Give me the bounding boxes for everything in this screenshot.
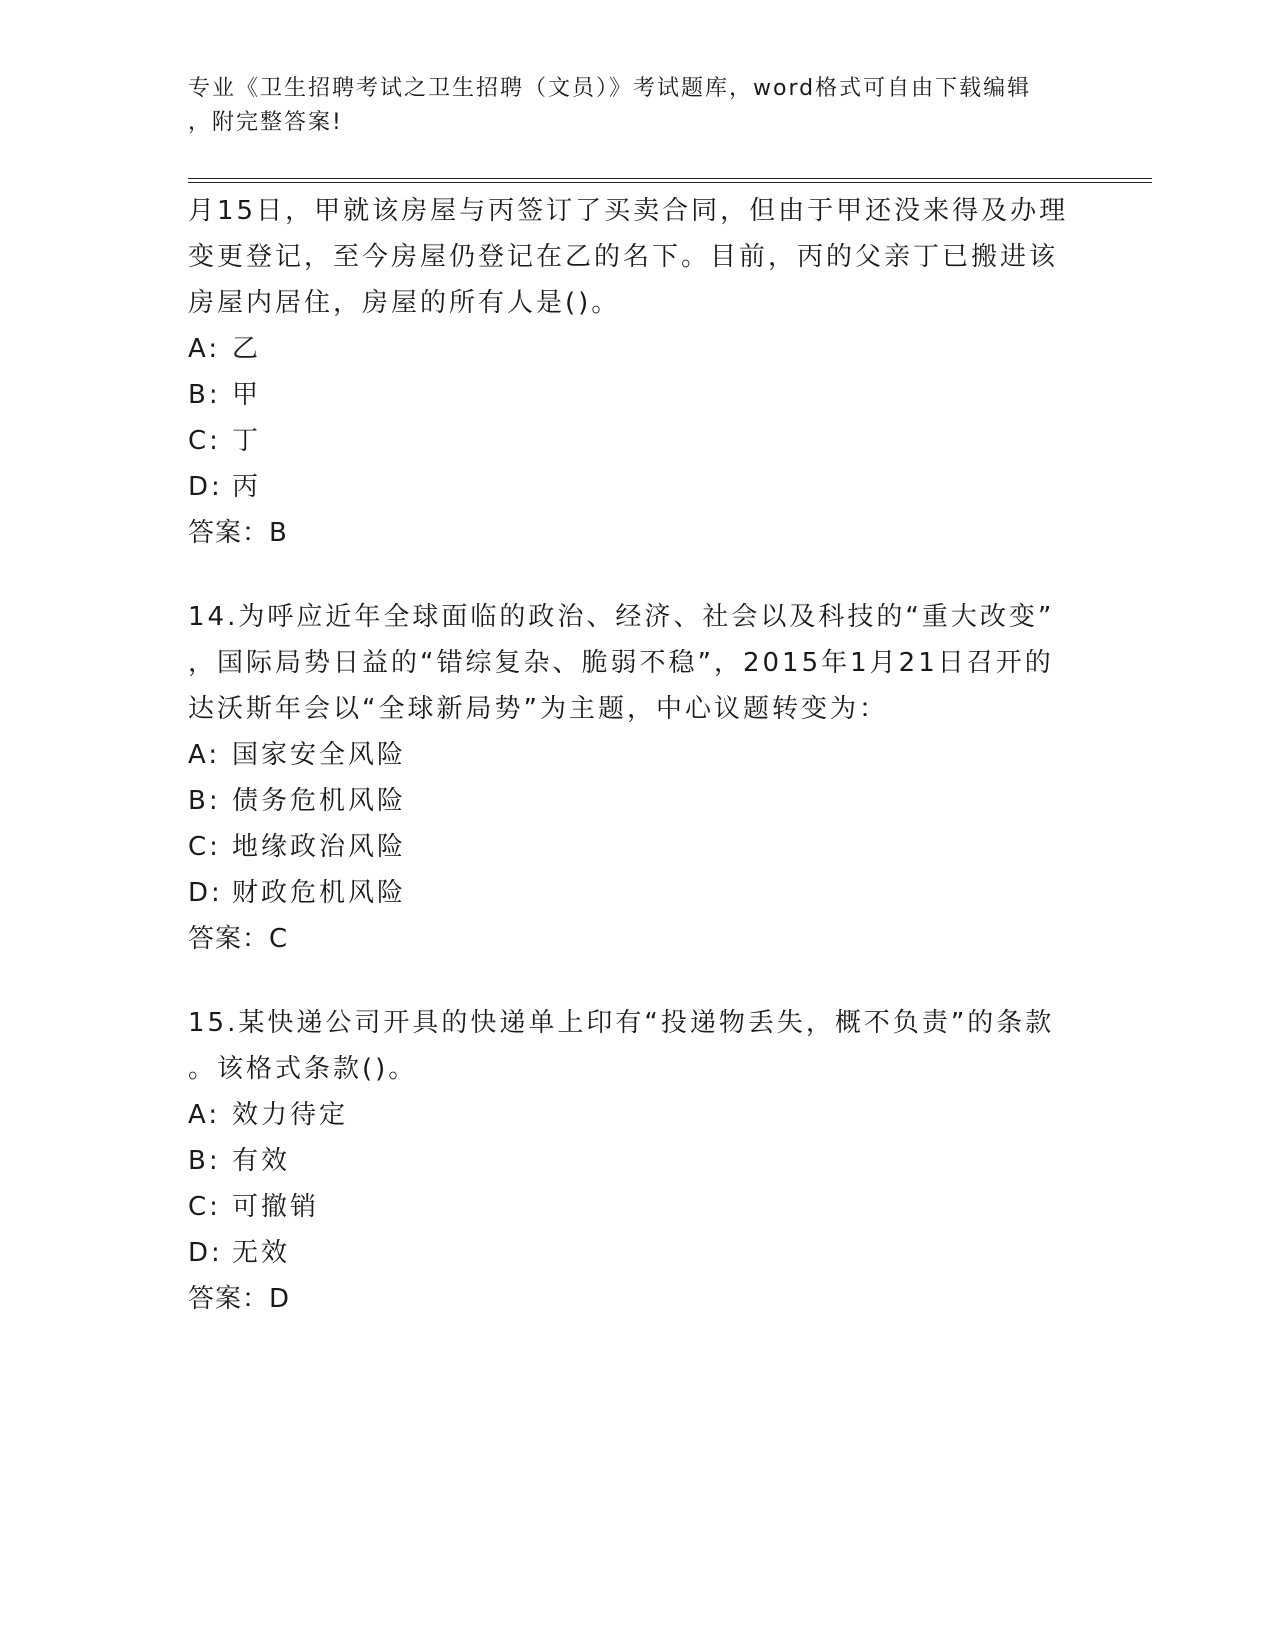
option-key: D: [188,1238,223,1268]
option-text: 有效 [232,1146,291,1176]
option-text: 债务危机风险 [232,786,407,816]
option-c [188,1184,1108,1230]
option-text: 效力待定 [232,1100,349,1130]
option-key: C: [188,1192,221,1222]
option-a [188,326,1108,372]
option-b [188,778,1108,824]
question-text-line: 14.为呼应近年全球面临的政治、经济、社会以及科技的“重大改变” [188,602,1055,632]
question-14 [188,594,1108,962]
option-a [188,732,1108,778]
question-text-line: ，国际局势日益的“错综复杂、脆弱不稳”，2015年1月21日召开的 [188,648,1054,678]
option-text: 国家安全风险 [232,740,407,770]
question-text-line: 。该格式条款()。 [188,1054,418,1084]
option-text: 乙 [232,334,262,364]
option-d [188,1230,1108,1276]
question-13 [188,188,1108,556]
question-15 [188,1000,1108,1322]
option-d [188,870,1108,916]
option-text: 丙 [232,472,262,502]
option-key: C: [188,832,221,862]
option-text: 财政危机风险 [232,878,407,908]
option-key: D: [188,472,223,502]
option-d [188,464,1108,510]
option-text: 地缘政治风险 [232,832,407,862]
header-rule-bottom [188,182,1152,183]
answer-line: 答案：C [188,924,289,954]
option-b [188,1138,1108,1184]
option-key: B: [188,786,221,816]
option-key: B: [188,1146,221,1176]
option-b [188,372,1108,418]
header-line-1: 专业《卫生招聘考试之卫生招聘（文员）》考试题库，word格式可自由下载编辑 [188,76,1032,101]
answer-line: 答案：D [188,1284,291,1314]
option-key: C: [188,426,221,456]
answer-line: 答案：B [188,518,288,548]
option-c [188,418,1108,464]
option-a [188,1092,1108,1138]
option-key: A: [188,334,221,364]
option-text: 无效 [232,1238,291,1268]
option-text: 丁 [232,426,262,456]
option-key: B: [188,380,221,410]
question-list [188,188,1108,1322]
option-text: 可撤销 [232,1192,320,1222]
option-text: 甲 [232,380,262,410]
option-key: D: [188,878,223,908]
question-text-line: 15.某快递公司开具的快递单上印有“投递物丢失，概不负责”的条款 [188,1008,1055,1038]
header-rule-top [188,178,1152,179]
question-text-line: 房屋内居住，房屋的所有人是()。 [188,288,621,318]
option-key: A: [188,740,221,770]
question-text-line: 变更登记，至今房屋仍登记在乙的名下。目前，丙的父亲丁已搬进该 [188,242,1059,272]
document-header [188,72,1088,140]
header-line-2: ，附完整答案! [188,110,343,135]
option-c [188,824,1108,870]
option-key: A: [188,1100,221,1130]
question-text-line: 达沃斯年会以“全球新局势”为主题，中心议题转变为： [188,694,888,724]
question-text-line: 月15日，甲就该房屋与丙签订了买卖合同，但由于甲还没来得及办理 [188,196,1069,226]
